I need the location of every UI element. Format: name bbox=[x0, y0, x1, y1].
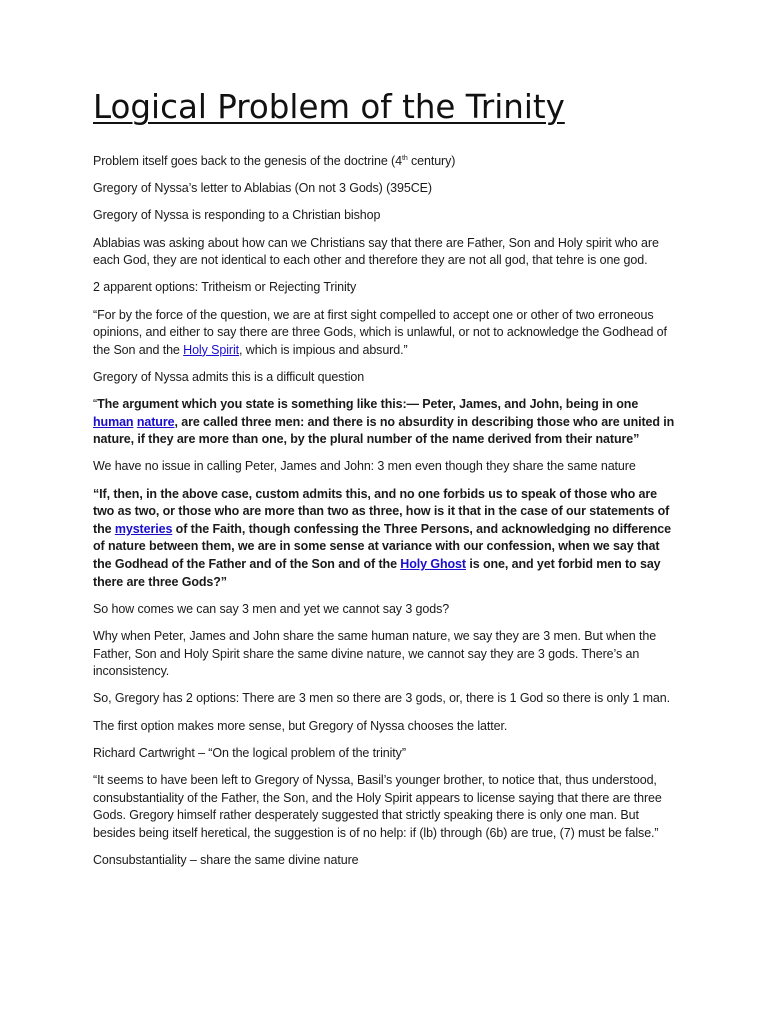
paragraph-inconsistency: Why when Peter, James and John share the same human nature, we say they are 3 men. But when the Father, Son and Holy Spirit share the same divine nature, we cannot say they are 3 gods. There’s an inconsistency. bbox=[93, 629, 657, 679]
paragraph-first-option: The first option makes more sense, but Gregory of Nyssa chooses the latter. bbox=[93, 718, 508, 733]
paragraph-how-comes: So how comes we can say 3 men and yet we cannot say 3 gods? bbox=[93, 601, 450, 616]
document-body bbox=[93, 153, 675, 879]
link-holy-spirit[interactable]: Holy Spirit bbox=[183, 342, 240, 357]
link-mysteries[interactable]: mysteries bbox=[114, 521, 173, 536]
paragraph-quote-force: “For by the force of the question, we are at first sight compelled to accept one or other of two erroneous opinions, and either to say there are three Gods, which is unlawful, or not to acknowledge the Godhead of the Son and the Holy Spirit, which is impious and absurd.” bbox=[93, 307, 667, 357]
paragraph-quote-argument: “The argument which you state is something like this:— Peter, James, and John, being in one human nature, are called three men: and there is no absurdity in describing those who are united in nature, if they are more than one, by the plural number of the name derived from their nature” bbox=[93, 397, 675, 447]
paragraph-two-options: So, Gregory has 2 options: There are 3 men so there are 3 gods, or, there is 1 God so there is only 1 man. bbox=[93, 691, 670, 706]
paragraph-letter: Gregory of Nyssa’s letter to Ablabias (On not 3 Gods) (395CE) bbox=[93, 181, 432, 196]
paragraph-quote-cartwright: “It seems to have been left to Gregory of Nyssa, Basil’s younger brother, to notice that, thus understood, consubstantiality of the Father, the Son, and the Holy Spirit appears to license saying that there are three Gods. Gregory himself rather desperately suggested that strictly speaking there is only one man. But besides being itself heretical, the suggestion is of no help: if (lb) through (6b) are true, (7) must be false.” bbox=[93, 772, 662, 840]
paragraph-ablabias-question: Ablabias was asking about how can we Christians say that there are Father, Son and Holy spirit who are each God, they are not identical to each other and therefore they are not all god, that tehre is one god. bbox=[93, 235, 659, 268]
paragraph-options: 2 apparent options: Tritheism or Rejecting Trinity bbox=[93, 280, 357, 295]
link-holy-ghost[interactable]: Holy Ghost bbox=[400, 557, 466, 572]
superscript-th: th bbox=[401, 154, 408, 162]
paragraph-genesis: Problem itself goes back to the genesis of the doctrine (4th century) bbox=[93, 154, 456, 168]
link-human[interactable]: human bbox=[93, 414, 134, 429]
paragraph-responding: Gregory of Nyssa is responding to a Christian bishop bbox=[93, 208, 381, 223]
paragraph-cartwright: Richard Cartwright – “On the logical problem of the trinity” bbox=[93, 745, 406, 760]
link-nature[interactable]: nature bbox=[136, 414, 175, 429]
paragraph-admits: Gregory of Nyssa admits this is a difficult question bbox=[93, 369, 365, 384]
document-title: Logical Problem of the Trinity bbox=[93, 88, 565, 126]
paragraph-no-issue: We have no issue in calling Peter, James and John: 3 men even though they share the same nature bbox=[93, 459, 636, 474]
paragraph-quote-custom: “If, then, in the above case, custom admits this, and no one forbids us to speak of those who are two as two, or those who are more than two as three, how is it that in the case of our statements of the mysteries of the Faith, though confessing the Three Persons, and acknowledging no difference of nature between them, we are in some sense at variance with our confession, when we say that the Godhead of the Father and of the Son and of the Holy Ghost is one, and yet forbid men to say there are three Gods?” bbox=[93, 486, 672, 589]
paragraph-consubstantiality: Consubstantiality – share the same divine nature bbox=[93, 852, 359, 867]
